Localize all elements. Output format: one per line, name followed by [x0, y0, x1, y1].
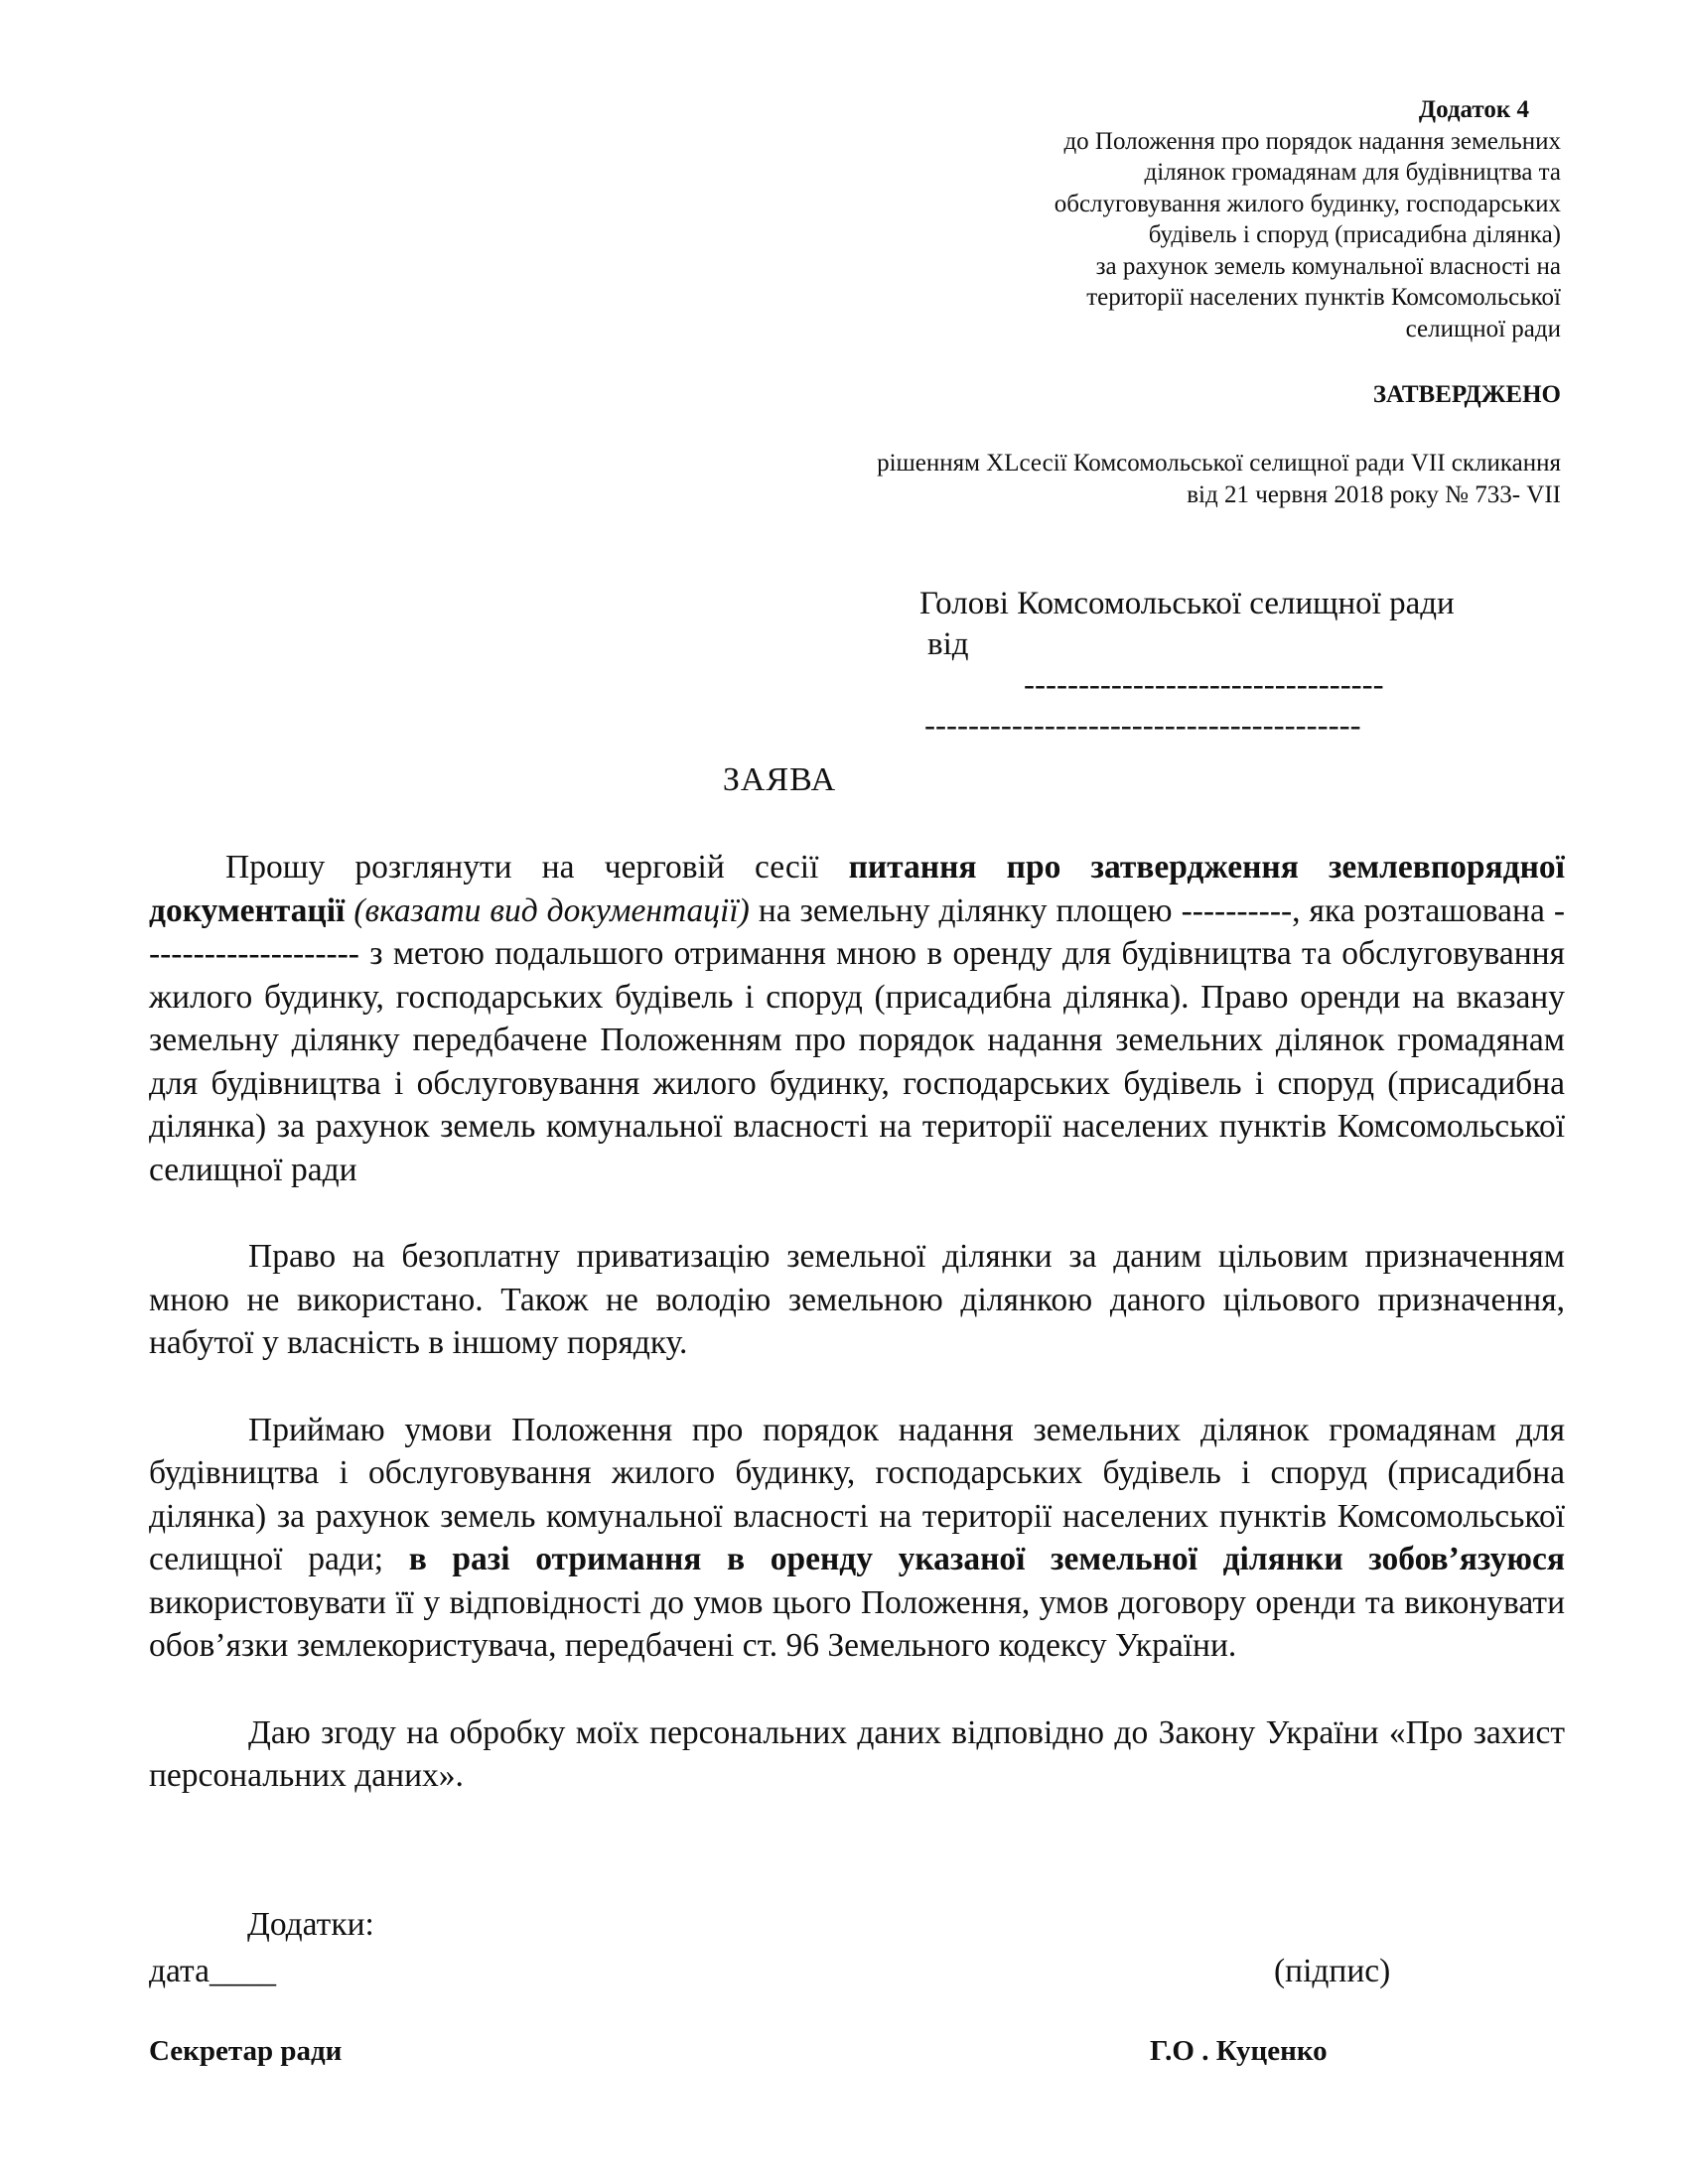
- attachments-label: Додатки:: [247, 1906, 374, 1943]
- appendix-title: Додаток 4: [1418, 96, 1529, 123]
- request-text-cont: на земельну ділянку площею ----------, яка розташована -------------------- з метою подальшого отримання мною в оренду для будівництва та обслуговування жилого будинку, господарських будівель і споруд (присадибна ділянка). Право оренди на вказану земельну ділянку передбачене Положенням про порядок надання земельних ділянок громадянам для будівництва і обслуговування жилого будинку, господарських будівель і споруд (присадибна ділянка) за рахунок земель комунальної власності на території населених пунктів Комсомольської селищної ради: [149, 891, 1565, 1188]
- request-text: Прошу розглянути на черговій сесії: [225, 849, 849, 886]
- secretary-name: Г.О . Куценко: [1150, 2035, 1328, 2067]
- addressee-to: Голові Комсомольської селищної ради: [919, 586, 1455, 621]
- decision-date-line: від 21 червня 2018 року № 733- VII: [1187, 480, 1561, 508]
- conditions-text: Приймаю умови Положення про порядок надання земельних ділянок громадянам для будівництва і обслуговування жилого будинку, господарських будівель і споруд (присадибна ділянка) за рахунок земель комунальної власності на території населених пунктів Комсомольської селищної ради;: [149, 1411, 1565, 1577]
- paragraph-privatization: Право на безоплатну приватизацію земельної ділянки за даним цільовим призначенням мною не використано. Також не володію земельною ділянкою даного цільового призначення, набутої у власність в іншому порядку.: [149, 1238, 1565, 1361]
- paragraph-request: [149, 846, 1565, 1191]
- paragraph-gap: [149, 1668, 1565, 1711]
- appendix-block: [846, 94, 1561, 344]
- addressee-from: від: [927, 626, 969, 662]
- appendix-line: до Положення про порядок надання земельних: [1063, 127, 1561, 155]
- secretary-title: Секретар ради: [149, 2035, 343, 2067]
- application-body: [149, 846, 1565, 1798]
- decision-reference: [667, 448, 1561, 510]
- conditions-text-cont: використовувати її у відповідності до умов цього Положення, умов договору оренди та виконувати обов’язки землекористувача, передбачені ст. 96 Земельного кодексу України.: [149, 1583, 1565, 1664]
- applicant-address-blank: ----------------------------------------: [924, 708, 1361, 744]
- appendix-line: території населених пунктів Комсомольської: [1086, 284, 1561, 311]
- appendix-line: селищної ради: [1405, 315, 1561, 342]
- appendix-line: обслуговування жилого будинку, господарських: [1054, 190, 1561, 217]
- request-bold-text: питання про затвердження землевпорядної документації: [149, 849, 1565, 929]
- document-title: ЗАЯВА: [722, 761, 837, 798]
- paragraph-gap: [149, 1365, 1565, 1409]
- conditions-bold-text: в разі отримання в оренду указаної земельної ділянки зобов’язуюся: [408, 1541, 1565, 1577]
- date-field: дата____: [149, 1953, 276, 1989]
- appendix-line: ділянок громадянам для будівництва та: [1144, 159, 1561, 186]
- appendix-line: за рахунок земель комунальної власності на: [1095, 252, 1561, 280]
- paragraph-conditions: [149, 1409, 1565, 1668]
- addressee-block: [919, 584, 1615, 747]
- appendix-line: будівель і споруд (присадибна ділянка): [1148, 221, 1561, 248]
- paragraph-gap: [149, 1191, 1565, 1235]
- approved-label: ЗАТВЕРДЖЕНО: [1372, 381, 1561, 408]
- signature-field: (підпис): [1274, 1953, 1391, 1989]
- paragraph-consent: Даю згоду на обробку моїх персональних даних відповідно до Закону України «Про захист персональних даних».: [149, 1713, 1565, 1794]
- applicant-name-blank: ---------------------------------: [1024, 667, 1384, 703]
- request-italic-hint: (вказати вид документації): [353, 891, 750, 929]
- decision-line: рішенням XLсесії Комсомольської селищної ради VII скликання: [877, 450, 1561, 477]
- document-title-row: [0, 761, 1688, 799]
